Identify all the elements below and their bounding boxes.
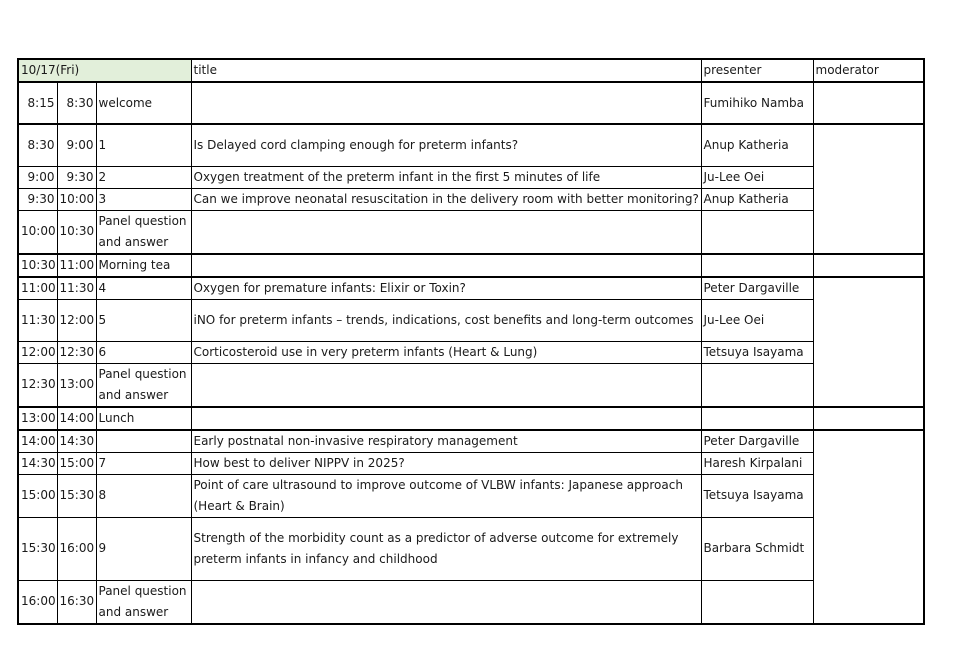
start-time: 8:15 [18,82,57,124]
session-number: Panel question and answer [96,580,191,624]
moderator-cell [813,210,924,254]
table-row [18,517,924,580]
session-title [191,210,701,254]
moderator-cell [813,254,924,277]
moderator-cell [813,299,924,341]
header-row [18,59,924,82]
session-number: Panel question and answer [96,210,191,254]
start-time: 12:30 [18,363,57,407]
schedule-table [17,58,925,625]
session-number [96,430,191,453]
presenter-name [701,210,813,254]
session-number: 2 [96,166,191,188]
session-title [191,363,701,407]
presenter-name: Peter Dargaville [701,430,813,453]
table-row [18,188,924,210]
session-title [191,82,701,124]
moderator-cell [813,166,924,188]
presenter-name: Tetsuya Isayama [701,341,813,363]
session-number: 6 [96,341,191,363]
table-row [18,407,924,430]
session-title: Is Delayed cord clamping enough for preterm infants? [191,124,701,166]
start-time: 10:00 [18,210,57,254]
session-title: How best to deliver NIPPV in 2025? [191,452,701,474]
session-number: 4 [96,277,191,300]
session-number: 8 [96,474,191,517]
table-row [18,277,924,300]
start-time: 14:00 [18,430,57,453]
session-number: Lunch [96,407,191,430]
moderator-cell [813,452,924,474]
table-row [18,363,924,407]
moderator-cell [813,124,924,166]
session-title: Point of care ultrasound to improve outcome of VLBW infants: Japanese approach (Heart & Brain) [191,474,701,517]
session-title: Oxygen for premature infants: Elixir or Toxin? [191,277,701,300]
end-time: 14:30 [57,430,96,453]
end-time: 16:30 [57,580,96,624]
table-row [18,166,924,188]
presenter-name [701,363,813,407]
end-time: 9:00 [57,124,96,166]
moderator-cell [813,430,924,453]
moderator-cell [813,517,924,580]
session-title: Oxygen treatment of the preterm infant in the first 5 minutes of life [191,166,701,188]
moderator-cell [813,363,924,407]
end-time: 13:00 [57,363,96,407]
start-time: 12:00 [18,341,57,363]
end-time: 10:00 [57,188,96,210]
table-row [18,210,924,254]
presenter-name: Anup Katheria [701,188,813,210]
start-time: 16:00 [18,580,57,624]
presenter-name: Tetsuya Isayama [701,474,813,517]
start-time: 9:00 [18,166,57,188]
end-time: 15:00 [57,452,96,474]
presenter-name: Anup Katheria [701,124,813,166]
moderator-cell [813,407,924,430]
end-time: 15:30 [57,474,96,517]
session-title: Early postnatal non-invasive respiratory management [191,430,701,453]
session-title [191,580,701,624]
presenter-name [701,407,813,430]
session-number: 9 [96,517,191,580]
presenter-name [701,580,813,624]
moderator-cell [813,277,924,300]
start-time: 9:30 [18,188,57,210]
table-row [18,299,924,341]
session-number: 5 [96,299,191,341]
date-header: 10/17(Fri) [18,59,191,82]
session-title: iNO for preterm infants – trends, indications, cost benefits and long-term outcomes [191,299,701,341]
presenter-name: Haresh Kirpalani [701,452,813,474]
presenter-name: Ju-Lee Oei [701,299,813,341]
moderator-cell [813,188,924,210]
end-time: 9:30 [57,166,96,188]
table-row [18,341,924,363]
title-header: title [191,59,701,82]
moderator-cell [813,580,924,624]
session-number: welcome [96,82,191,124]
end-time: 8:30 [57,82,96,124]
table-row [18,254,924,277]
table-row [18,82,924,124]
start-time: 11:30 [18,299,57,341]
end-time: 16:00 [57,517,96,580]
start-time: 14:30 [18,452,57,474]
session-title: Corticosteroid use in very preterm infants (Heart & Lung) [191,341,701,363]
presenter-name: Barbara Schmidt [701,517,813,580]
moderator-cell [813,82,924,124]
session-title [191,254,701,277]
start-time: 15:00 [18,474,57,517]
start-time: 15:30 [18,517,57,580]
end-time: 11:00 [57,254,96,277]
start-time: 8:30 [18,124,57,166]
end-time: 14:00 [57,407,96,430]
moderator-cell [813,341,924,363]
end-time: 10:30 [57,210,96,254]
table-row [18,474,924,517]
session-number: 1 [96,124,191,166]
presenter-name: Peter Dargaville [701,277,813,300]
table-row [18,580,924,624]
start-time: 10:30 [18,254,57,277]
session-title: Strength of the morbidity count as a predictor of adverse outcome for extremely preterm infants in infancy and childhood [191,517,701,580]
table-row [18,124,924,166]
session-title [191,407,701,430]
session-number: 3 [96,188,191,210]
presenter-name: Ju-Lee Oei [701,166,813,188]
end-time: 12:00 [57,299,96,341]
presenter-header: presenter [701,59,813,82]
presenter-name: Fumihiko Namba [701,82,813,124]
end-time: 12:30 [57,341,96,363]
start-time: 11:00 [18,277,57,300]
moderator-cell [813,474,924,517]
session-title: Can we improve neonatal resuscitation in the delivery room with better monitoring? [191,188,701,210]
table-row [18,430,924,453]
session-number: Panel question and answer [96,363,191,407]
table-row [18,452,924,474]
session-number: 7 [96,452,191,474]
presenter-name [701,254,813,277]
moderator-header: moderator [813,59,924,82]
session-number: Morning tea [96,254,191,277]
end-time: 11:30 [57,277,96,300]
start-time: 13:00 [18,407,57,430]
